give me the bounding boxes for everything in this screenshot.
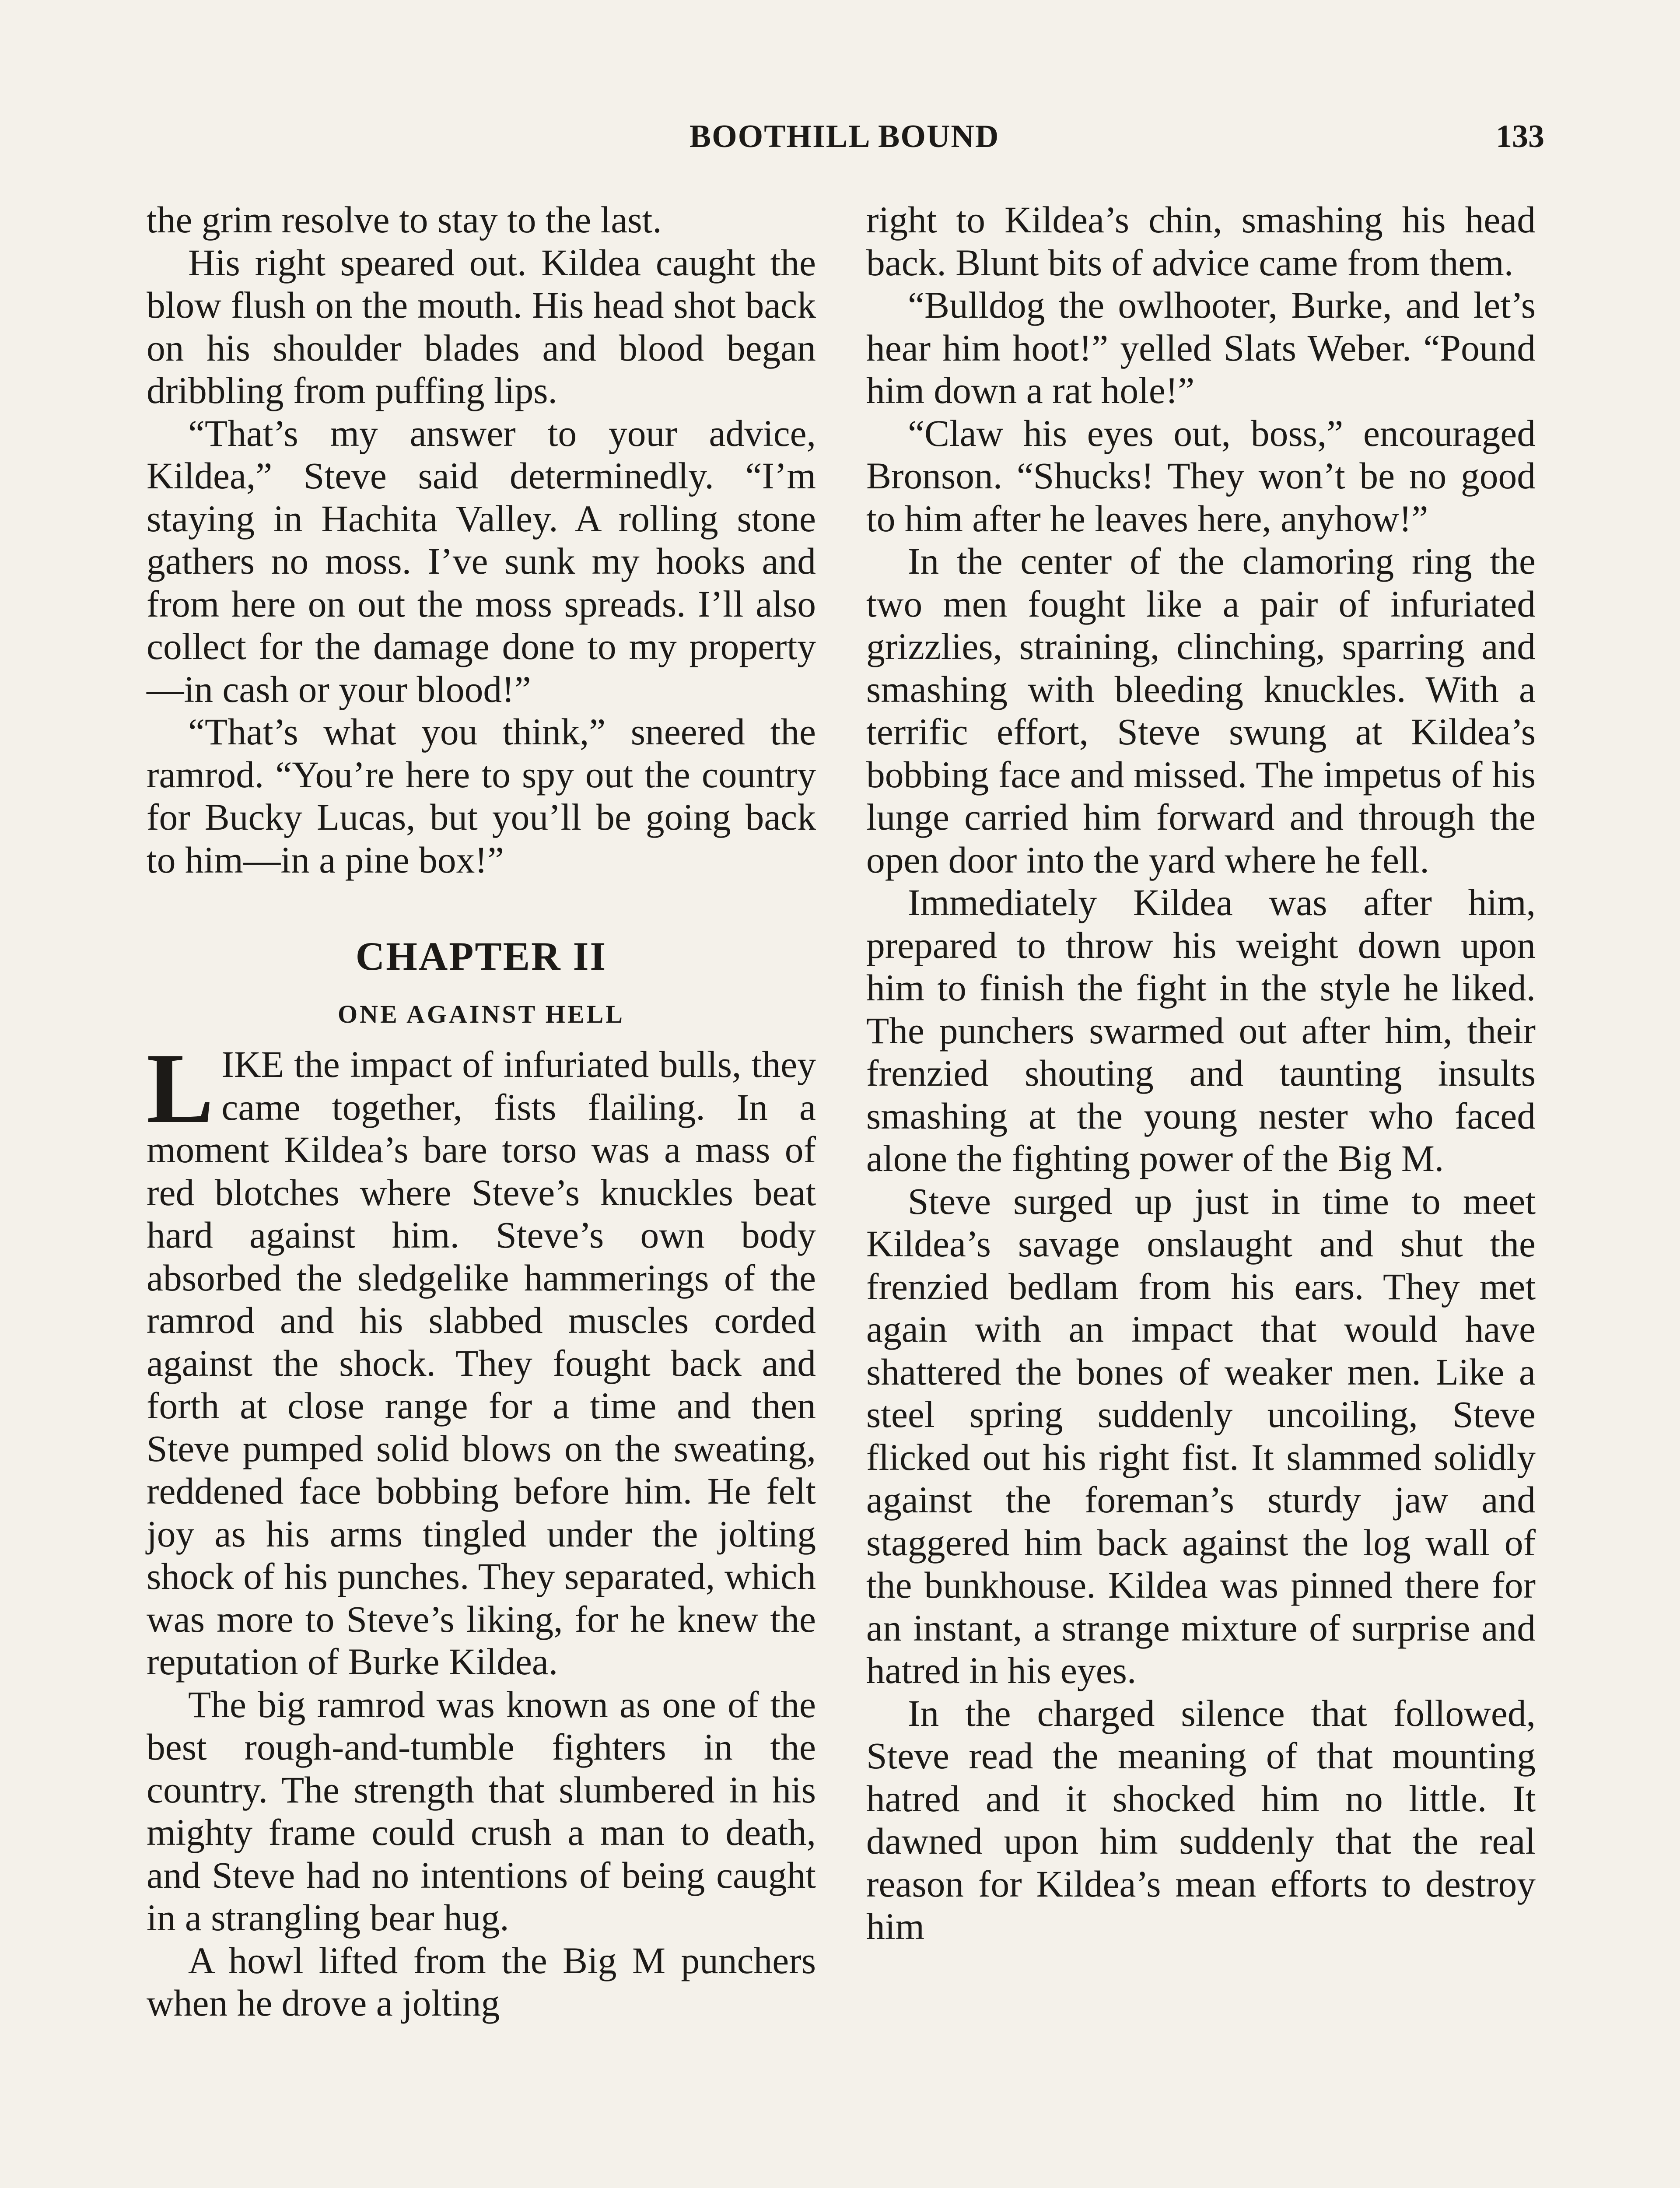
paragraph: “That’s my answer to your advice, Kildea,” Steve said determinedly. “I’m staying in Hachita Valley. A rolling stone gathers no moss. I’ve sunk my hooks and from here on out the moss spreads. I’ll also collect for the damage done to my property—in cash or your blood!” [147, 413, 816, 710]
paragraph: In the charged silence that followed, Steve read the meaning of that mounting hatred and it shocked him no little. It dawned upon him suddenly that the real reason for Kildea’s mean efforts to destroy him [866, 1693, 1536, 1947]
chapter-title: CHAPTER II [355, 934, 607, 978]
chapter-opening-paragraph [147, 1032, 816, 1684]
paragraph: Steve surged up just in time to meet Kildea’s savage onslaught and shut the frenzied bedlam from his ears. They met again with an impact that would have shattered the bones of weaker men. Like a steel spring suddenly uncoiling, Steve flicked out his right fist. It slammed solidly against the foreman’s sturdy jaw and staggered him back against the log wall of the bunkhouse. Kildea was pinned there for an instant, a strange mixture of surprise and hatred in his eyes. [866, 1181, 1536, 1691]
running-header [144, 118, 1544, 162]
opening-paragraph-text: IKE the impact of infuriated bulls, they came together, fists flailing. In a moment Kildea’s bare torso was a mass of red blotches where Steve’s knuckles beat hard against him. Steve’s own body absorbed the sledgelike hammerings of the ramrod and his slabbed muscles corded against the shock. They fought back and forth at close range for a time and then Steve pumped solid blows on the sweating, reddened face bobbing before him. He felt joy as his arms tingled under the jolting shock of his punches. They separated, which was more to Steve’s liking, for he knew the reputation of Burke Kildea. [147, 1044, 816, 1683]
paragraph: The big ramrod was known as one of the best rough-and-tumble fighters in the country. The strength that slumbered in his mighty frame could crush a man to death, and Steve had no intentions of being caught in a strangling bear hug. [147, 1684, 816, 1939]
left-column [147, 199, 816, 2025]
paragraph: right to Kildea’s chin, smashing his head back. Blunt bits of advice came from them. [866, 200, 1536, 284]
chapter-subtitle: ONE AGAINST HELL [338, 1000, 625, 1028]
drop-cap: L [147, 1032, 214, 1144]
paragraph: the grim resolve to stay to the last. [147, 200, 662, 241]
right-column [866, 199, 1536, 1949]
paragraph: “Bulldog the owlhooter, Burke, and let’s hear him hoot!” yelled Slats Weber. “Pound him down a rat hole!” [866, 285, 1536, 411]
page-number: 133 [1496, 119, 1544, 154]
running-title: BOOTHILL BOUND [689, 119, 1000, 154]
paragraph: A howl lifted from the Big M punchers when he drove a jolting [147, 1940, 816, 2024]
paragraph: “Claw his eyes out, boss,” encouraged Bronson. “Shucks! They won’t be no good to him after he leaves here, anyhow!” [866, 413, 1536, 540]
paragraph: His right speared out. Kildea caught the blow flush on the mouth. His head shot back on his shoulder blades and blood began dribbling from puffing lips. [147, 242, 816, 411]
paragraph: Immediately Kildea was after him, prepared to throw his weight down upon him to finish the fight in the style he liked. The punchers swarmed out after him, their frenzied shouting and taunting insults smashing at the young nester who faced alone the fighting power of the Big M. [866, 882, 1536, 1179]
paragraph: “That’s what you think,” sneered the ramrod. “You’re here to spy out the country for Bucky Lucas, but you’ll be going back to him—in a pine box!” [147, 712, 816, 881]
paragraph: In the center of the clamoring ring the two men fought like a pair of infuriated grizzlies, straining, clinching, sparring and smashing with bleeding knuckles. With a terrific effort, Steve swung at Kildea’s bobbing face and missed. The impetus of his lunge carried him forward and through the open door into the yard where he fell. [866, 541, 1536, 881]
